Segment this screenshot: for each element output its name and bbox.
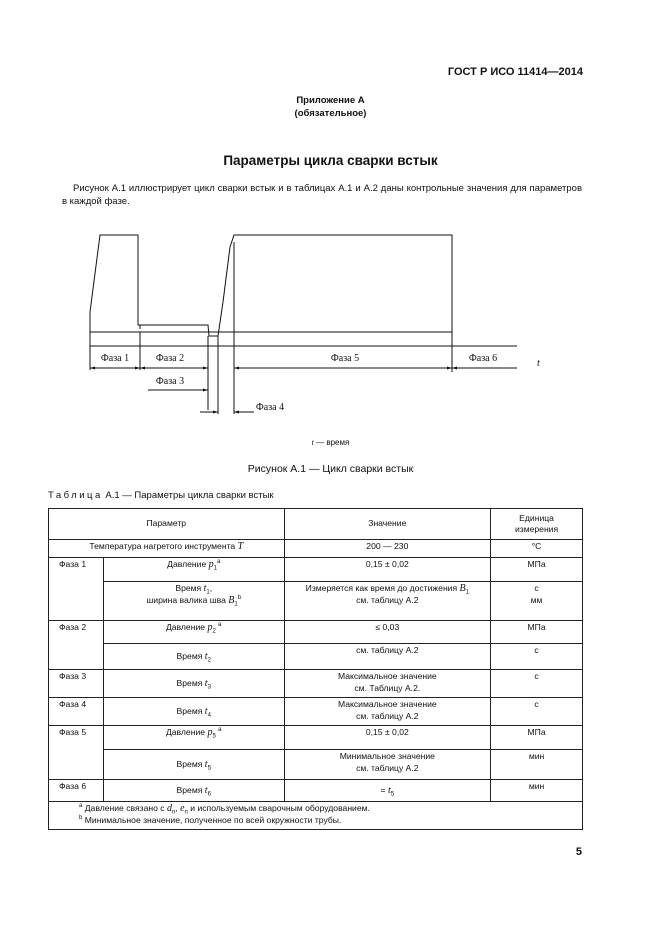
- temp-unit: °С: [491, 540, 583, 558]
- phase-6-time-unit: мин: [491, 780, 583, 802]
- header-unit: Единица измерения: [491, 509, 583, 540]
- table-row: [49, 670, 583, 698]
- phase-4-label: Фаза 4: [255, 402, 285, 413]
- phase-2-pressure-label: Давление $p_2$ $^a$: [103, 621, 284, 644]
- phase-2-label: Фаза 2: [155, 353, 185, 364]
- parameters-table: [48, 508, 583, 830]
- phase-3-name: Фаза 3: [49, 670, 104, 698]
- table-row: [49, 621, 583, 644]
- table-row: [49, 558, 583, 582]
- phase-3-time-value: Максимальное значение см. Таблицу А.2.: [284, 670, 491, 698]
- phase-2-time-unit: с: [491, 644, 583, 670]
- table-title-rest: А.1 — Параметры цикла сварки встык: [102, 490, 274, 501]
- intro-paragraph: Рисунок А.1 иллюстрирует цикл сварки встык и в таблицах А.1 и А.2 даны контрольные значения для параметров в каждой фазе.: [62, 183, 582, 207]
- legend-symbol: t: [311, 438, 314, 447]
- weld-cycle-figure: [0, 222, 661, 434]
- phase-3-label: Фаза 3: [155, 376, 185, 387]
- phase-1-time-label: Время $t_1$, ширина валика шва $B_1^b$: [103, 582, 284, 621]
- temp-label: Температура нагретого инструмента T: [49, 540, 285, 558]
- table-footnotes: [49, 802, 583, 830]
- phase-1-pressure-value: 0,15 ± 0,02: [284, 558, 491, 582]
- phase-1-time-value: Измеряется как время до достижения $B_1$ см. таблицу А.2: [284, 582, 491, 621]
- phase-3-time-unit: с: [491, 670, 583, 698]
- phase-1-pressure-label: Давление $p_1^a$: [103, 558, 284, 582]
- phase-2-time-label: Время $t_2$: [103, 644, 284, 670]
- table-row: [49, 582, 583, 621]
- phase-6-name: Фаза 6: [49, 780, 104, 802]
- section-title: Параметры цикла сварки встык: [223, 153, 438, 168]
- annex-title: Приложение А: [296, 95, 365, 106]
- phase-4-name: Фаза 4: [49, 698, 104, 726]
- phase-4-time-label: Время $t_4$: [103, 698, 284, 726]
- phase-5-pressure-label: Давление $p_5$ $^a$: [103, 726, 284, 750]
- phase-4-time-unit: с: [491, 698, 583, 726]
- figure-caption: Рисунок А.1 — Цикл сварки встык: [247, 463, 414, 475]
- table-notes-row: [49, 802, 583, 830]
- phase-5-label: Фаза 5: [330, 353, 360, 364]
- phase-1-time-unit: с мм: [491, 582, 583, 621]
- table-header-row: [49, 509, 583, 540]
- phase-5-name: Фаза 5: [49, 726, 104, 780]
- phase-5-pressure-value: 0,15 ± 0,02: [284, 726, 491, 750]
- footnote-b: $^b$ Минимальное значение, полученное по всей окружности трубы.: [79, 814, 342, 825]
- table-row: [49, 750, 583, 780]
- table-row: [49, 726, 583, 750]
- table-row: [49, 780, 583, 802]
- phase-6-time-value: = $t_5$: [284, 780, 491, 802]
- pressure-curve: [90, 235, 452, 346]
- phase-1-name: Фаза 1: [49, 558, 104, 621]
- phase-3-time-label: Время $t_3$: [103, 670, 284, 698]
- page-number: 5: [575, 846, 582, 858]
- table-row: [49, 698, 583, 726]
- phase-6-label: Фаза 6: [468, 353, 498, 364]
- phase-2-pressure-unit: МПа: [491, 621, 583, 644]
- phase-2-name: Фаза 2: [49, 621, 104, 670]
- phase-5-time-value: Минимальное значение см. таблицу А.2: [284, 750, 491, 780]
- phase-2-time-value: см. таблицу А.2: [284, 644, 491, 670]
- table-title-prefix: Таблица: [48, 490, 103, 501]
- header-parameter: Параметр: [49, 509, 285, 540]
- phase-4-time-value: Максимальное значение см. таблицу А.2: [284, 698, 491, 726]
- standard-designation: ГОСТ Р ИСО 11414—2014: [447, 66, 583, 78]
- figure-legend: [0, 438, 661, 447]
- phase-5-time-label: Время $t_5$: [103, 750, 284, 780]
- table-title: [48, 490, 274, 501]
- legend-text: — время: [313, 438, 350, 447]
- temp-value: 200 — 230: [284, 540, 491, 558]
- table-row: [49, 540, 583, 558]
- phase-6-time-label: Время $t_6$: [103, 780, 284, 802]
- phase-1-label: Фаза 1: [100, 353, 130, 364]
- annex-status: (обязательное): [294, 108, 367, 119]
- footnote-a: $^a$ Давление связано с $d_n$, $e_n$ и используемым сварочным оборудованием.: [79, 803, 370, 816]
- phase-1-pressure-unit: МПа: [491, 558, 583, 582]
- phase-2-pressure-value: ≤ 0,03: [284, 621, 491, 644]
- phase-5-pressure-unit: МПа: [491, 726, 583, 750]
- time-axis-label: t: [537, 358, 540, 369]
- table-row: [49, 644, 583, 670]
- phase-5-time-unit: мин: [491, 750, 583, 780]
- annex-heading: [0, 94, 661, 120]
- header-value: Значение: [284, 509, 491, 540]
